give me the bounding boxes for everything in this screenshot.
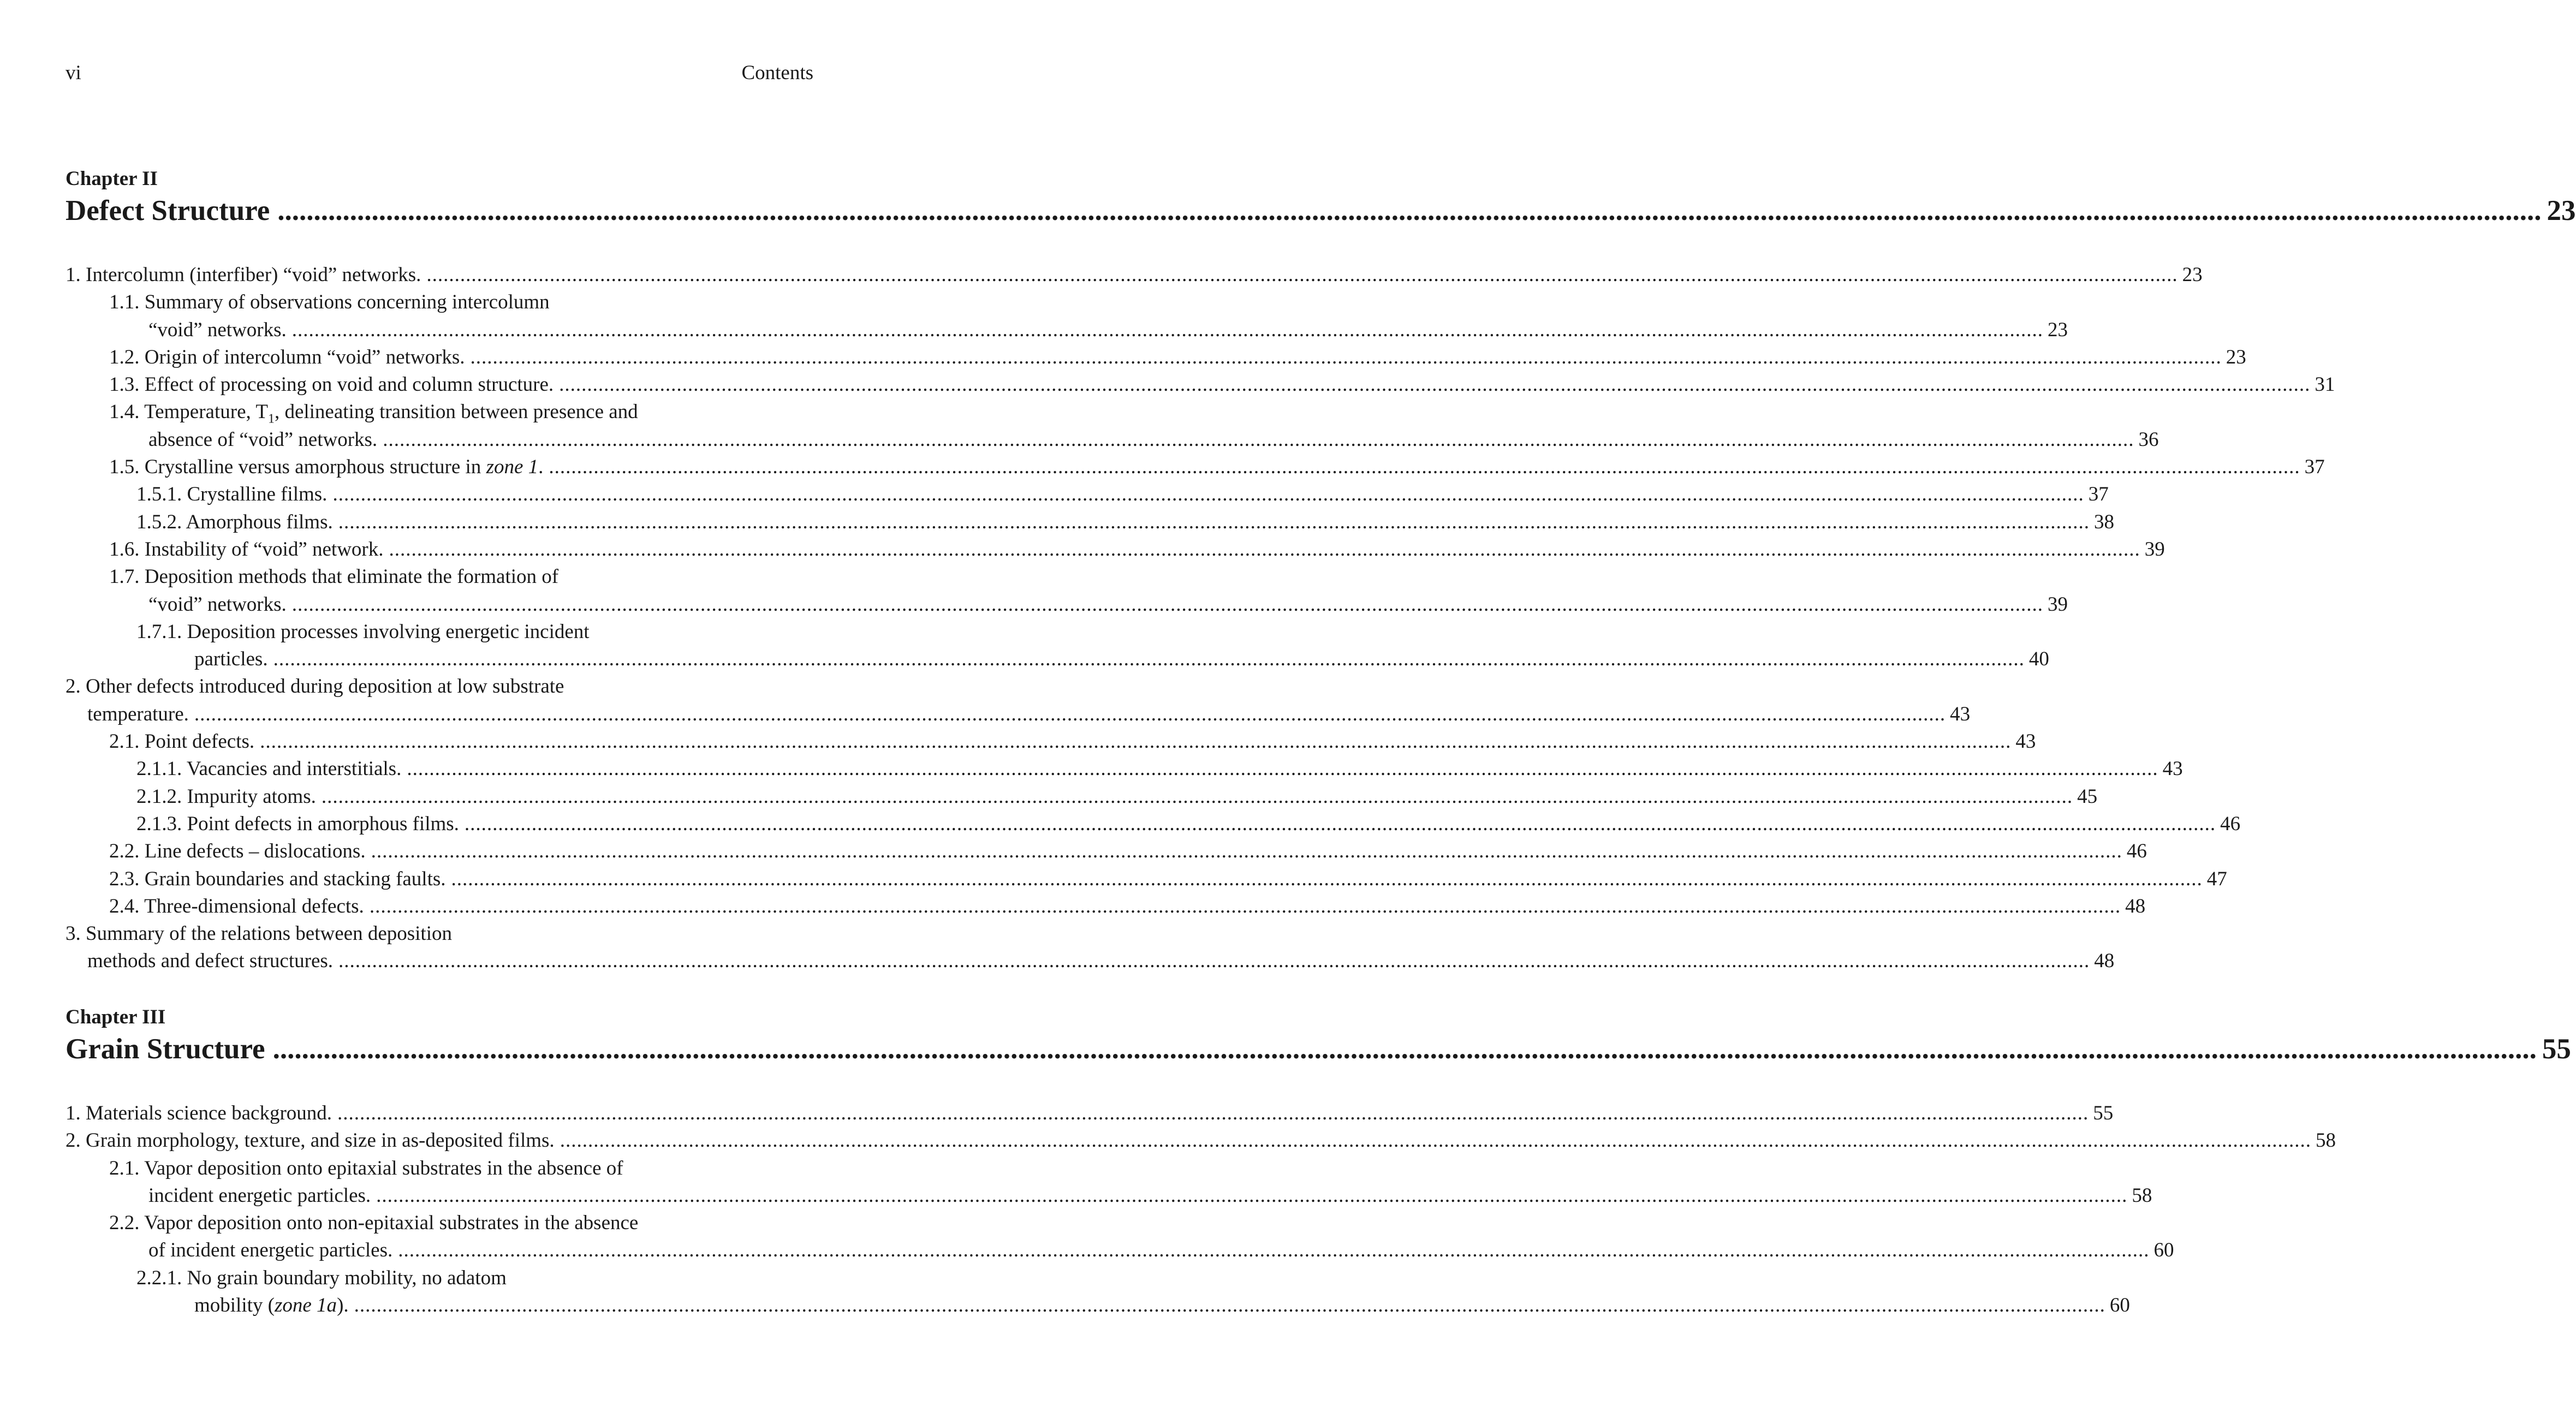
toc-entry bbox=[66, 454, 2325, 481]
toc-entry bbox=[66, 536, 2165, 563]
toc-entry-text: 1.7. Deposition methods that eliminate the formation of bbox=[109, 565, 559, 588]
dot-leader: ......................................................................................................................................................................................................................................................................................................................... bbox=[338, 950, 2090, 973]
chapter-2-title-row bbox=[66, 194, 2576, 227]
toc-entry-page: 39 bbox=[2144, 538, 2165, 561]
toc-entry-text: methods and defect structures. bbox=[87, 950, 334, 973]
dot-leader: ......................................................................................................................................................................................................................................................................................................................... bbox=[369, 895, 2121, 917]
toc-entry bbox=[66, 398, 813, 426]
chapter-3-title-row bbox=[66, 1033, 2571, 1065]
dot-leader: ......................................................................................................................................................................................................................................................................................................................... bbox=[354, 1294, 2105, 1317]
toc-entry bbox=[66, 783, 2098, 811]
toc-entry-text: 2.1.1. Vacancies and interstitials. bbox=[136, 758, 402, 781]
toc-entry-text: 2.2.1. No grain boundary mobility, no adatom bbox=[136, 1266, 507, 1289]
toc-entry-text-part: 1.4. Temperature, T bbox=[109, 401, 268, 424]
dot-leader: ......................................................................................................................................................................................................................................................................................................................... bbox=[272, 1033, 2537, 1065]
toc-entry-italic: zone 1a bbox=[274, 1294, 337, 1317]
toc-entry-text-part: , delineating transition between presence and bbox=[274, 401, 638, 424]
toc-entry-text: 2.1.2. Impurity atoms. bbox=[136, 785, 316, 808]
chapter-2-toc bbox=[66, 261, 2335, 975]
toc-entry bbox=[66, 1265, 813, 1292]
dot-leader: ......................................................................................................................................................................................................................................................................................................................... bbox=[398, 1239, 2150, 1262]
dot-leader: ......................................................................................................................................................................................................................................................................................................................... bbox=[389, 538, 2140, 561]
toc-entry-text: 2.1. Vapor deposition onto epitaxial substrates in the absence of bbox=[109, 1157, 623, 1179]
toc-entry-text: 2.2. Line defects – dislocations. bbox=[109, 840, 366, 863]
toc-entry-text: “void” networks. bbox=[148, 318, 287, 341]
dot-leader: ......................................................................................................................................................................................................................................................................................................................... bbox=[277, 195, 2542, 227]
toc-entry-text-part: mobility ( bbox=[194, 1294, 275, 1317]
toc-entry-text: 2.3. Grain boundaries and stacking faults. bbox=[109, 867, 446, 890]
toc-entry-text bbox=[109, 398, 638, 426]
toc-entry-text: particles. bbox=[194, 648, 268, 671]
toc-entry-page: 60 bbox=[2109, 1294, 2130, 1317]
dot-leader: ......................................................................................................................................................................................................................................................................................................................... bbox=[549, 456, 2300, 479]
page-number-roman: vi bbox=[66, 62, 81, 84]
toc-entry-text: 1.3. Effect of processing on void and column structure. bbox=[109, 373, 554, 396]
dot-leader: ......................................................................................................................................................................................................................................................................................................................... bbox=[273, 648, 2025, 671]
toc-entry-text: 2.1.3. Point defects in amorphous films. bbox=[136, 812, 459, 835]
dot-leader: ......................................................................................................................................................................................................................................................................................................................... bbox=[464, 812, 2216, 835]
toc-entry-text: 2. Other defects introduced during deposition at low substrate bbox=[66, 675, 564, 698]
running-head bbox=[66, 61, 813, 85]
toc-entry-page: 60 bbox=[2153, 1239, 2174, 1262]
toc-entry-page: 47 bbox=[2206, 867, 2227, 890]
dot-leader: ......................................................................................................................................................................................................................................................................................................................... bbox=[560, 1129, 2311, 1152]
toc-entry-page: 46 bbox=[2126, 840, 2147, 863]
toc-entry-text: absence of “void” networks. bbox=[148, 428, 378, 451]
toc-entry bbox=[66, 1182, 2152, 1210]
toc-entry bbox=[66, 591, 2068, 618]
toc-entry-text-part: ). bbox=[337, 1294, 349, 1317]
toc-entry bbox=[66, 1127, 2336, 1154]
toc-entry-page: 46 bbox=[2220, 812, 2241, 835]
dot-leader: ......................................................................................................................................................................................................................................................................................................................... bbox=[559, 373, 2311, 396]
toc-entry-text bbox=[109, 454, 543, 481]
chapter-2-title: Defect Structure bbox=[66, 195, 270, 227]
chapter-3-title: Grain Structure bbox=[66, 1033, 265, 1065]
toc-entry-page: 38 bbox=[2094, 510, 2114, 533]
toc-entry-page: 23 bbox=[2182, 264, 2203, 286]
toc-entry bbox=[66, 563, 813, 591]
toc-entry-text: 1. Intercolumn (interfiber) “void” networks. bbox=[66, 264, 421, 286]
subscript: 1 bbox=[267, 412, 275, 426]
toc-entry-text: 1.6. Instability of “void” network. bbox=[109, 538, 384, 561]
toc-entry bbox=[66, 481, 2109, 508]
toc-entry bbox=[66, 509, 2114, 536]
toc-entry bbox=[66, 289, 813, 316]
toc-entry-text: 2. Grain morphology, texture, and size in as-deposited films. bbox=[66, 1129, 555, 1152]
toc-entry-text: of incident energetic particles. bbox=[148, 1239, 393, 1262]
toc-entry-page: 43 bbox=[2162, 758, 2183, 781]
toc-entry-text-part: . bbox=[538, 456, 544, 479]
dot-leader: ......................................................................................................................................................................................................................................................................................................................... bbox=[426, 264, 2178, 286]
toc-entry-page: 23 bbox=[2226, 345, 2246, 368]
toc-entry bbox=[66, 317, 2068, 344]
dot-leader: ......................................................................................................................................................................................................................................................................................................................... bbox=[194, 702, 1946, 725]
dot-leader: ......................................................................................................................................................................................................................................................................................................................... bbox=[376, 1184, 2128, 1207]
toc-entry bbox=[66, 1237, 2174, 1264]
toc-entry bbox=[66, 426, 2159, 454]
toc-entry-text: 2.4. Three-dimensional defects. bbox=[109, 895, 364, 917]
toc-entry bbox=[66, 673, 813, 700]
chapter-3-label: Chapter III bbox=[66, 1006, 166, 1028]
toc-entry-text: 2.2. Vapor deposition onto non-epitaxial substrates in the absence bbox=[109, 1212, 639, 1235]
dot-leader: ......................................................................................................................................................................................................................................................................................................................... bbox=[337, 1102, 2089, 1124]
dot-leader: ......................................................................................................................................................................................................................................................................................................................... bbox=[371, 840, 2122, 863]
toc-entry-page: 45 bbox=[2077, 785, 2098, 808]
running-title: Contents bbox=[741, 62, 813, 84]
toc-entry bbox=[66, 811, 2241, 838]
toc-entry bbox=[66, 866, 2227, 893]
toc-entry bbox=[66, 1210, 813, 1237]
toc-entry-text: 1.2. Origin of intercolumn “void” networks. bbox=[109, 345, 465, 368]
toc-entry-text: temperature. bbox=[87, 702, 189, 725]
chapter-2-page: 23 bbox=[2547, 195, 2576, 227]
toc-entry bbox=[66, 728, 2036, 755]
chapter-2-label: Chapter II bbox=[66, 168, 158, 190]
toc-entry bbox=[66, 920, 813, 948]
dot-leader: ......................................................................................................................................................................................................................................................................................................................... bbox=[451, 867, 2203, 890]
dot-leader: ......................................................................................................................................................................................................................................................................................................................... bbox=[470, 345, 2222, 368]
toc-entry-page: 37 bbox=[2304, 456, 2325, 479]
toc-entry bbox=[66, 1292, 2130, 1319]
toc-entry bbox=[66, 701, 1971, 728]
toc-entry-text: incident energetic particles. bbox=[148, 1184, 371, 1207]
toc-entry-page: 37 bbox=[2088, 483, 2109, 506]
toc-entry bbox=[66, 344, 2246, 371]
chapter-3-toc bbox=[66, 1100, 2336, 1319]
toc-entry-page: 58 bbox=[2132, 1184, 2152, 1207]
dot-leader: ......................................................................................................................................................................................................................................................................................................................... bbox=[260, 730, 2012, 753]
dot-leader: ......................................................................................................................................................................................................................................................................................................................... bbox=[291, 318, 2044, 341]
toc-entry bbox=[66, 1155, 813, 1182]
toc-entry bbox=[66, 371, 2335, 398]
toc-entry-text: 1.7.1. Deposition processes involving energetic incident bbox=[136, 620, 590, 643]
dot-leader: ......................................................................................................................................................................................................................................................................................................................... bbox=[291, 593, 2044, 616]
toc-entry-text: 3. Summary of the relations between deposition bbox=[66, 922, 452, 945]
toc-entry-page: 43 bbox=[2015, 730, 2036, 753]
toc-entry-page: 43 bbox=[1950, 702, 1971, 725]
toc-entry-italic: zone 1 bbox=[486, 456, 539, 479]
toc-entry-page: 23 bbox=[2048, 318, 2068, 341]
toc-entry-text: 2.1. Point defects. bbox=[109, 730, 255, 753]
toc-entry-page: 40 bbox=[2028, 648, 2049, 671]
dot-leader: ......................................................................................................................................................................................................................................................................................................................... bbox=[321, 785, 2073, 808]
toc-entry-page: 58 bbox=[2315, 1129, 2336, 1152]
toc-entry bbox=[66, 838, 2147, 865]
toc-entry bbox=[66, 893, 2146, 920]
dot-leader: ......................................................................................................................................................................................................................................................................................................................... bbox=[332, 483, 2084, 506]
toc-entry-text: “void” networks. bbox=[148, 593, 287, 616]
toc-entry-page: 36 bbox=[2138, 428, 2159, 451]
toc-entry bbox=[66, 646, 2049, 673]
toc-entry bbox=[66, 261, 2203, 289]
toc-entry-page: 55 bbox=[2093, 1102, 2114, 1124]
toc-entry bbox=[66, 948, 2115, 975]
toc-entry-text: 1.5.2. Amorphous films. bbox=[136, 510, 333, 533]
toc-entry-page: 48 bbox=[2125, 895, 2146, 917]
dot-leader: ......................................................................................................................................................................................................................................................................................................................... bbox=[383, 428, 2134, 451]
toc-entry bbox=[66, 618, 813, 646]
toc-entry-text bbox=[194, 1292, 349, 1319]
toc-entry-text: 1.5.1. Crystalline films. bbox=[136, 483, 328, 506]
chapter-3-page: 55 bbox=[2542, 1033, 2571, 1065]
toc-entry-text: 1.1. Summary of observations concerning intercolumn bbox=[109, 291, 550, 314]
dot-leader: ......................................................................................................................................................................................................................................................................................................................... bbox=[407, 758, 2158, 781]
toc-entry-text: 1. Materials science background. bbox=[66, 1102, 332, 1124]
toc-entry bbox=[66, 755, 2183, 783]
toc-entry-page: 39 bbox=[2048, 593, 2068, 616]
toc-entry bbox=[66, 1100, 2114, 1127]
toc-entry-page: 48 bbox=[2094, 950, 2115, 973]
dot-leader: ......................................................................................................................................................................................................................................................................................................................... bbox=[338, 510, 2090, 533]
toc-entry-text-part: 1.5. Crystalline versus amorphous structure in bbox=[109, 456, 486, 479]
toc-entry-page: 31 bbox=[2315, 373, 2335, 396]
